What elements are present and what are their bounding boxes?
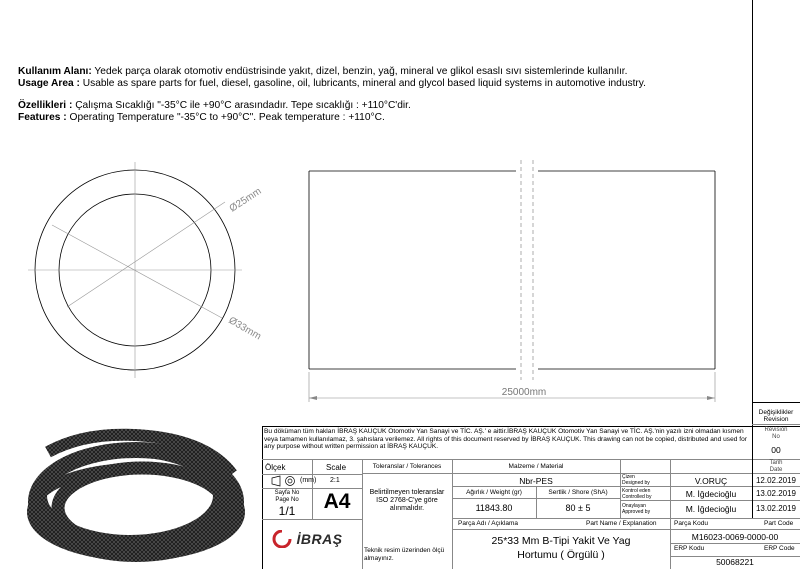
product-photo — [18, 422, 254, 566]
tb-line — [452, 518, 800, 519]
unit-label: (mm) — [300, 477, 317, 484]
technical-note: Teknik resim üzerinden ölçü almayınız. — [364, 547, 445, 562]
usage-label-en: Usage Area : — [18, 78, 80, 89]
tolerance-text: Belirtilmeyen toleranslar ISO 2768-C'ye göre alınmalıdır. — [369, 489, 445, 512]
features-text-tr: Çalışma Sıcaklığı "-35°C ile +90°C arasındadır. Tepe sıcaklığı : +110°C'dir. — [72, 100, 411, 111]
tb-line — [262, 459, 800, 460]
logo-mark-icon — [272, 530, 292, 548]
approved-by-label: Onaylayan Approved by — [622, 503, 651, 515]
hardness-header: Sertlik / Shore (ShA) — [548, 489, 608, 496]
tb-line — [452, 486, 800, 487]
revision-no-value: 00 — [771, 445, 781, 455]
erp-code-header-tr: ERP Kodu — [674, 545, 705, 552]
material-value: Nbr-PES — [519, 476, 553, 486]
logo-text: İBRAŞ — [296, 531, 343, 547]
tb-line — [262, 519, 362, 520]
tb-line — [262, 426, 800, 427]
projection-symbol-icon — [270, 475, 298, 487]
part-code-header-en: Part Code — [764, 520, 794, 527]
part-code-header-tr: Parça Kodu — [674, 520, 708, 527]
copyright-notice: Bu döküman tüm hakları İBRAŞ KAUÇUK Otomotiv Yan Sanayi ve TİC. AŞ.' e aittir.İBRAŞ KAUÇUK Otomotiv Yan Sanayi ve TİC. AŞ.'nin yazılı izni olmadan kısmen veya tamamen kullanılamaz, 3. şahıslara verilemez. All rights of this document reserved by İBRAŞ KAUÇUK. This drawing can not be copied, distributed and used for any purpose without written permission at İBRAŞ KAUÇUK. — [264, 428, 747, 451]
designed-date: 12.02.2019 — [755, 476, 797, 485]
dim-outer-label: Ø33mm — [226, 315, 263, 343]
features-text-en: Operating Temperature "-35°C to +90°C". Peak temperature : +110°C. — [66, 112, 385, 123]
scale-label: Scale — [326, 463, 347, 472]
part-name-header-en: Part Name / Explanation — [586, 520, 657, 527]
revision-header: Değişiklikler Revision — [758, 409, 794, 423]
company-logo — [272, 530, 343, 554]
features-label-tr: Özellikleri : — [18, 100, 73, 111]
olcek-label: Ölçek — [265, 463, 286, 472]
controlled-date: 13.02.2019 — [755, 489, 797, 498]
part-name-header-tr: Parça Adı / Açıklama — [458, 520, 518, 527]
approved-date: 13.02.2019 — [755, 504, 797, 513]
paper-size: A4 — [323, 490, 351, 513]
tb-line — [362, 473, 800, 474]
tb-line — [620, 459, 621, 518]
designed-by-value: V.ORUÇ — [694, 476, 728, 486]
page-no-value: 1/1 — [278, 504, 296, 518]
part-code-value: M16023-0069-0000-00 — [691, 532, 779, 542]
usage-text-en: Usable as spare parts for fuel, diesel, gasoline, oil, lubricants, mineral and glycol based liquid systems in automotive industry. — [79, 78, 646, 89]
scale-value: 2:1 — [330, 477, 340, 484]
controlled-by-value: M. İğdecioğlu — [685, 489, 737, 499]
diameter-line-inner — [67, 202, 225, 307]
approved-by-value: M. İğdecioğlu — [685, 504, 737, 514]
controlled-by-label: Kontrol eden Controlled by — [622, 488, 652, 500]
erp-code-value: 50068221 — [716, 557, 754, 567]
dim-inner-label: Ø25mm — [227, 185, 264, 215]
features-label-en: Features : — [18, 112, 67, 123]
tb-line — [362, 459, 363, 569]
page-no-label: Sayfa No Page No — [274, 490, 300, 503]
tb-line — [670, 543, 800, 544]
dim-length-label: 25000mm — [501, 387, 547, 398]
side-view — [309, 160, 715, 402]
revision-no-header: Revision No — [764, 427, 788, 440]
tb-line — [620, 500, 800, 501]
tb-line — [452, 529, 800, 530]
cross-section-view — [28, 162, 263, 378]
tb-line — [752, 424, 800, 425]
designed-by-label: Çizen Designed by — [622, 474, 650, 486]
weight-header: Ağırlık / Weight (gr) — [466, 489, 522, 496]
tolerance-header: Toleranslar / Tolerances — [372, 463, 442, 470]
tb-line — [752, 402, 800, 403]
hardness-value: 80 ± 5 — [565, 503, 591, 513]
erp-code-header-en: ERP Code — [764, 545, 795, 552]
diameter-line-outer — [52, 225, 222, 318]
usage-label-tr: Kullanım Alanı: — [18, 66, 92, 77]
usage-text-tr: Yedek parça olarak otomotiv endüstrisinde yakıt, dizel, benzin, yağ, mineral ve glikol esaslı sıvı sistemlerinde kullanılır. — [91, 66, 628, 77]
weight-value: 11843.80 — [475, 503, 513, 513]
date-header: Tarih Date — [769, 460, 783, 473]
material-header: Malzeme / Material — [508, 463, 564, 470]
part-name-value: 25*33 Mm B-Tipi Yakit Ve Yag Hortumu ( Örgülü ) — [491, 535, 631, 561]
